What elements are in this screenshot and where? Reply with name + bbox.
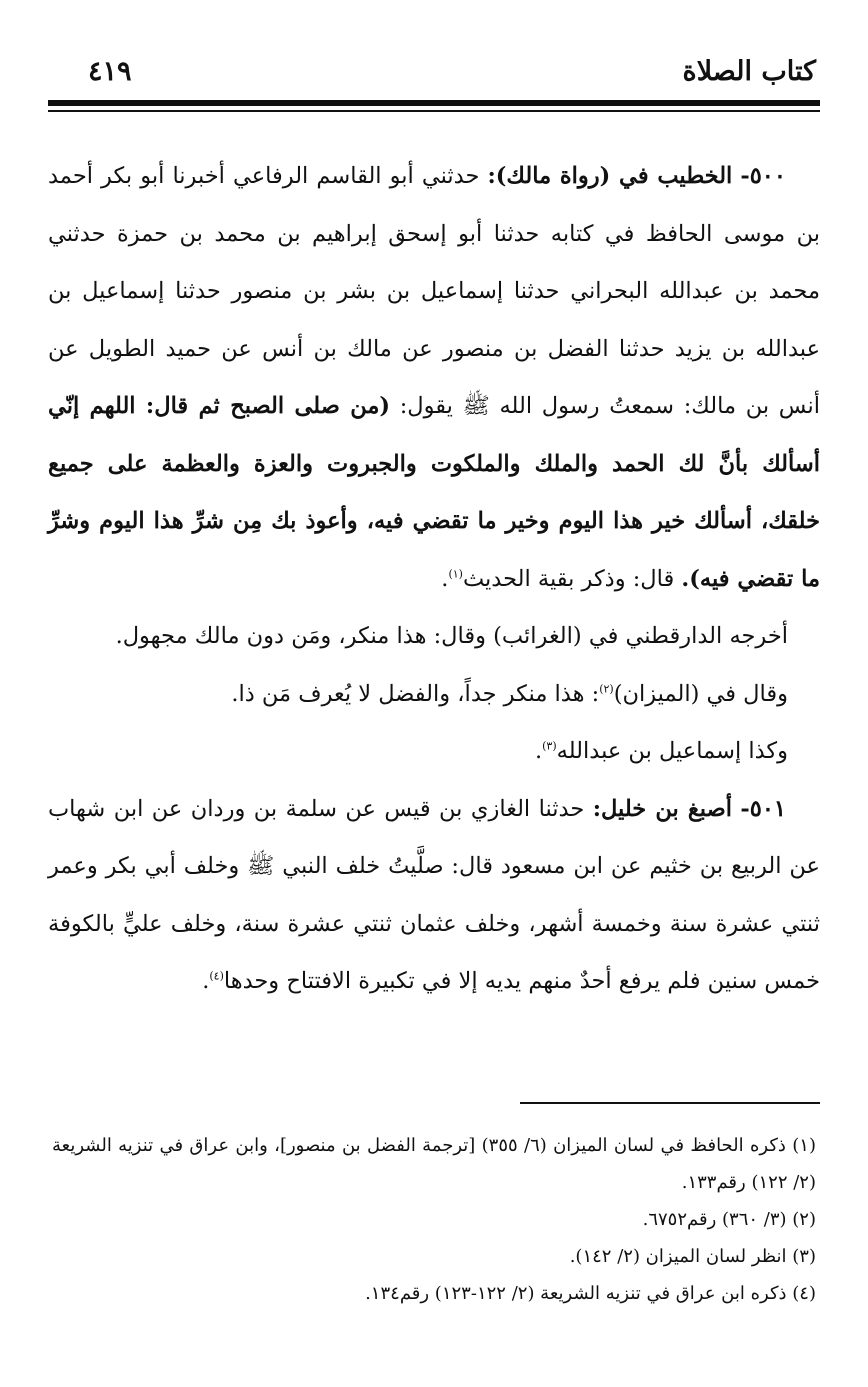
hadith-number: ٥٠٠-: [740, 163, 786, 189]
footnote-1: (١) ذكره الحافظ في لسان الميزان (٦/ ٣٥٥) [ترجمة الفضل بن منصور]، وابن عراق في تنزيه الشريعة (٢/ ١٢٢) رقم١٣٣.: [52, 1135, 816, 1193]
isnad-text: حدثني أبو القاسم الرفاعي أخبرنا أبو بكر أحمد بن موسى الحافظ في كتابه حدثنا أبو إسحق إبراهيم بن محمد بن حمزة حدثني محمد بن عبدالله البحراني حدثنا إسماعيل بن بشر بن منصور حدثنا إسماعيل بن عبدالله بن يزيد حدثنا الفضل بن منصور عن مالك بن أنس عن حميد الطويل عن أنس بن مالك: سمعتُ رسول الله ﷺ يقول:: [48, 163, 820, 419]
footnote-ref-4: (٤): [209, 969, 224, 983]
hadith-source: أصبغ بن خليل:: [592, 795, 732, 822]
hadith-501-paragraph: ٥٠١- أصبغ بن خليل: حدثنا الغازي بن قيس عن سلمة بن وردان عن ابن شهاب عن الربيع بن خثيم عن ابن مسعود قال: صلَّيتُ خلف النبي ﷺ وخلف أبي بكر وعمر ثنتي عشرة سنة وخمسة أشهر، وخلف عثمان ثنتي عشرة سنة، وخلف عليٍّ بالكوفة خمس سنين فلم يرفع أحدٌ منهم يديه إلا في تكبيرة الافتتاح وحدها$^{(٤)}$.: [48, 795, 820, 994]
hadith-tail: قال: وذكر بقية الحديث: [462, 565, 675, 592]
page-number: ٤١٩: [88, 56, 132, 87]
takhrij-line: أخرجه الدارقطني في (الغرائب) وقال: هذا منكر، ومَن دون مالك مجهول.: [115, 623, 788, 649]
footnotes: [52, 1127, 816, 1312]
footnote-ref-1: (١): [448, 567, 463, 580]
running-header-title: كتاب الصلاة: [682, 56, 816, 87]
hadith-source: الخطيب في (رواة مالك):: [487, 163, 733, 189]
header-rule-thin: [48, 110, 820, 112]
footnote-3: (٣) انظر لسان الميزان (٢/ ١٤٢).: [569, 1246, 816, 1267]
ismail-line: وكذا إسماعيل بن عبدالله$^{(٣)}$.: [534, 738, 788, 764]
footnote-4: (٤) ذكره ابن عراق في تنزيه الشريعة (٢/ ١٢٢-١٢٣) رقم١٣٤.: [365, 1283, 816, 1304]
hadith-500-paragraph: ٥٠٠- الخطيب في (رواة مالك): حدثني أبو القاسم الرفاعي أخبرنا أبو بكر أحمد بن موسى الحافظ في كتابه حدثنا أبو إسحق إبراهيم بن محمد بن حمزة حدثني محمد بن عبدالله البحراني حدثنا إسماعيل بن بشر بن منصور حدثنا إسماعيل بن عبدالله بن يزيد حدثنا الفضل بن منصور عن مالك بن أنس عن حميد الطويل عن أنس بن مالك: سمعتُ رسول الله ﷺ يقول: (من صلى الصبح ثم قال: اللهم إنّي أسألك بأنَّ لك الحمد والملك والملكوت والجبروت والعزة والعظمة على جميع خلقك، أسألك خير هذا اليوم وخير ما تقضي فيه، وأعوذ بك مِن شرِّ هذا اليوم وشرِّ ما تقضي فيه). قال: وذكر بقية الحديث$^{(١)}$.: [48, 163, 820, 592]
hadith-number: ٥٠١-: [740, 795, 787, 822]
footnote-separator: [520, 1102, 820, 1104]
header-rule-thick: [48, 100, 820, 106]
main-text: [48, 148, 820, 1011]
footnote-ref-3: (٣): [542, 739, 557, 753]
mizan-line: وقال في (الميزان)$^{(٢)}$: هذا منكر جداً، والفضل لا يُعرف مَن ذا.: [231, 680, 788, 707]
hadith-text: حدثنا الغازي بن قيس عن سلمة بن وردان عن ابن شهاب عن الربيع بن خثيم عن ابن مسعود قال: صلَّيتُ خلف النبي ﷺ وخلف أبي بكر وعمر ثنتي عشرة سنة وخمسة أشهر، وخلف عثمان ثنتي عشرة سنة، وخلف عليٍّ بالكوفة خمس سنين فلم يرفع أحدٌ منهم يديه إلا في تكبيرة الافتتاح وحدها: [48, 795, 820, 994]
footnote-2: (٢) (٣/ ٣٦٠) رقم٦٧٥٢.: [642, 1209, 816, 1230]
footnote-ref-2: (٢): [599, 682, 614, 695]
matn-text: (من صلى الصبح ثم قال: اللهم إنّي أسألك بأنَّ لك الحمد والملك والملكوت والجبروت والعزة والعظمة على جميع خلقك، أسألك خير هذا اليوم وخير ما تقضي فيه، وأعوذ بك مِن شرِّ هذا اليوم وشرِّ ما تقضي فيه).: [48, 393, 820, 592]
